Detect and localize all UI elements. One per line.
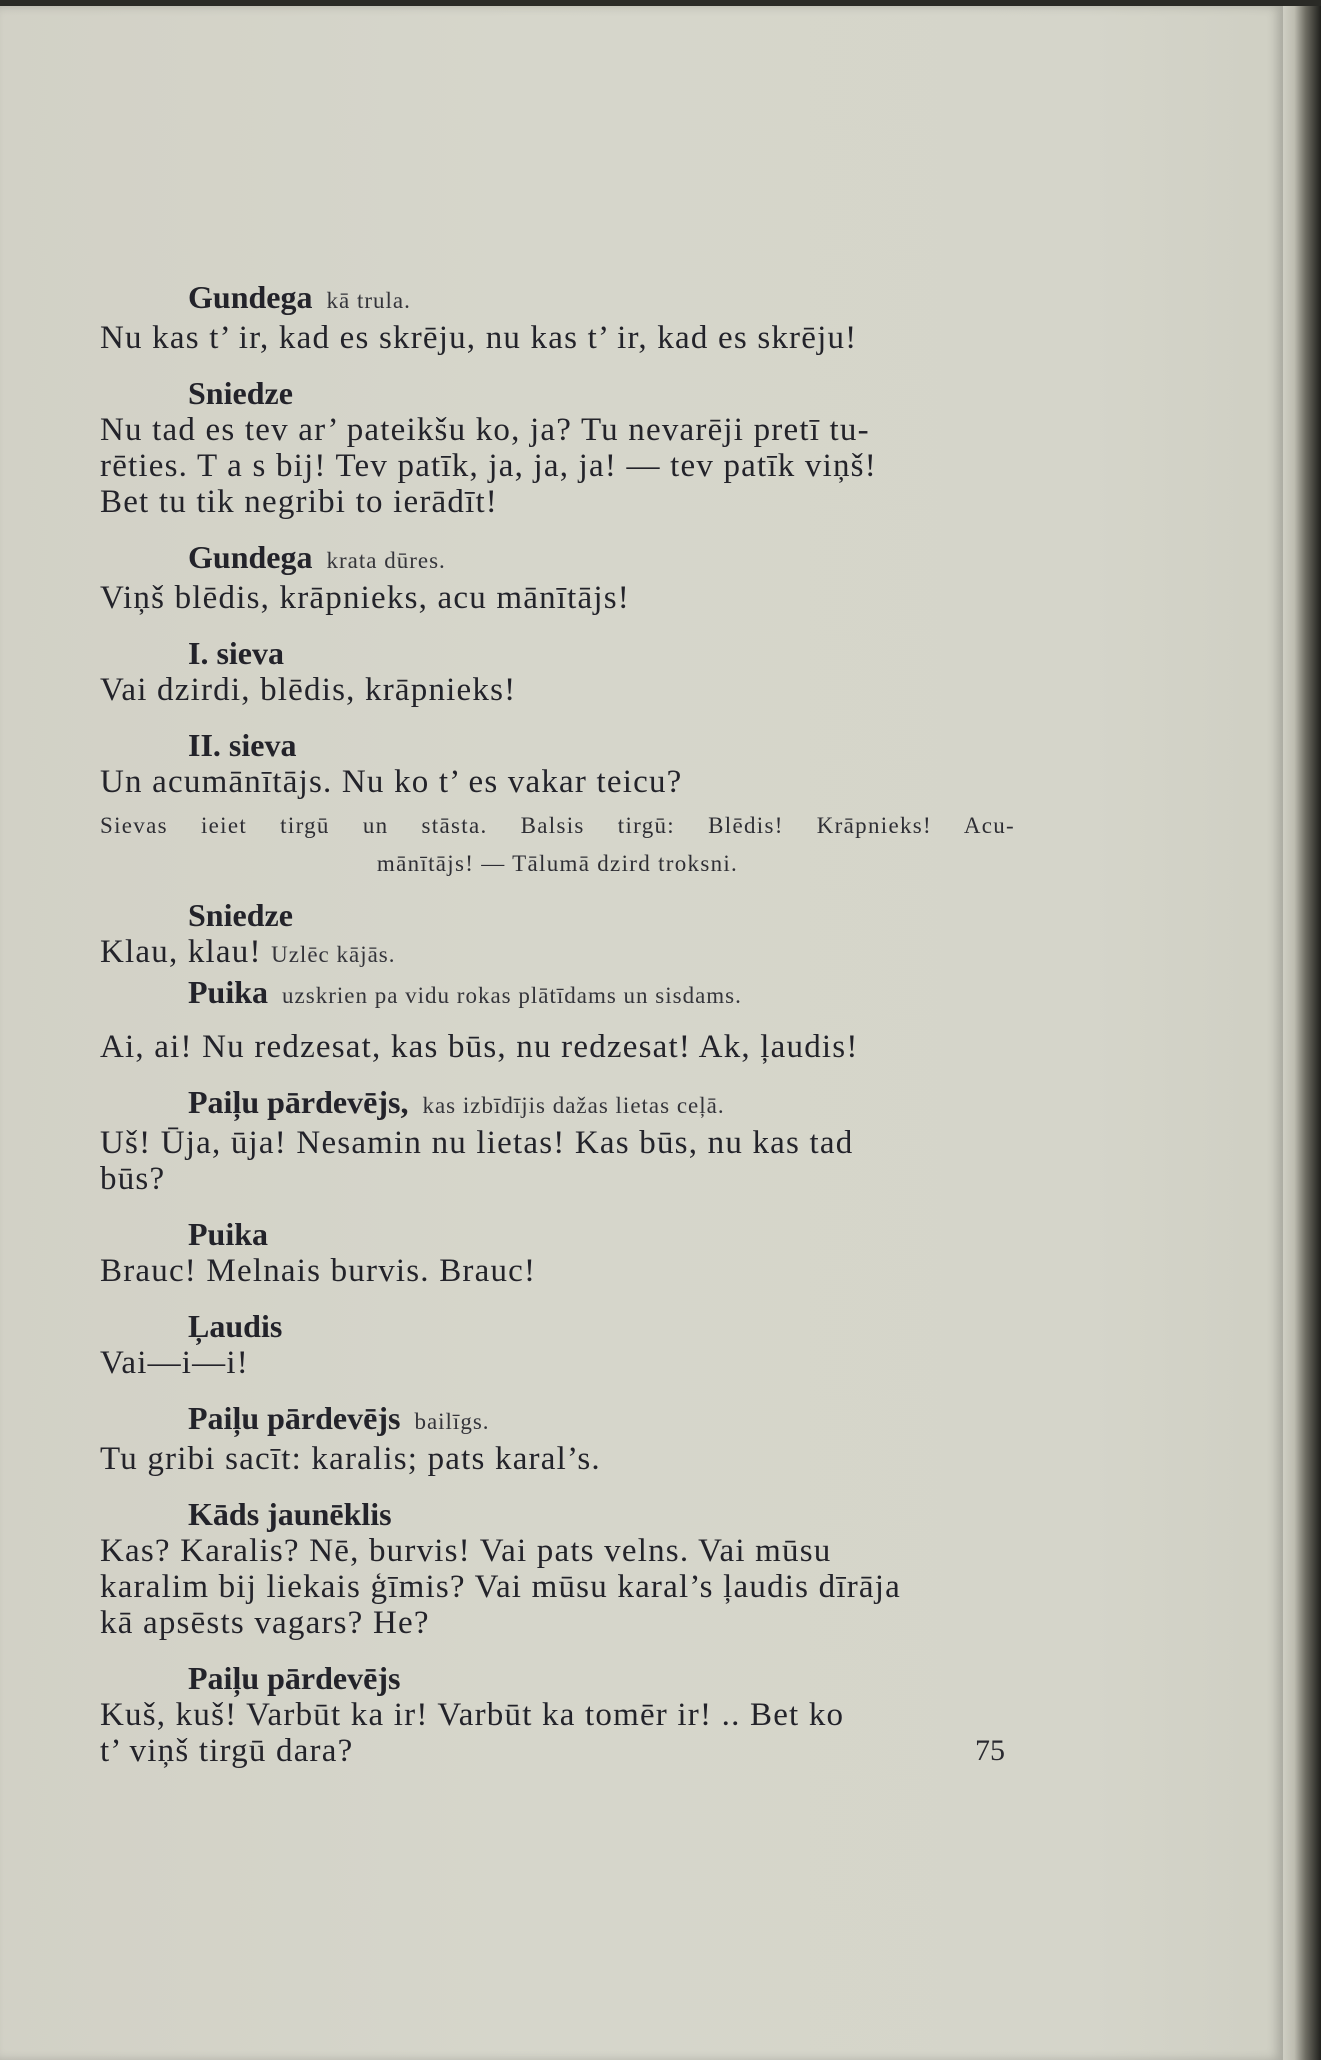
stage-direction-line: Sievas ieiet tirgū un stāsta. Balsis tirgū: Blēdis! Krāpnieks! Acu- (100, 813, 1015, 838)
dialogue-line: Vai dzirdi, blēdis, krāpnieks! (100, 672, 517, 708)
speaker-name: Puika (188, 1216, 269, 1252)
stage-direction: bailīgs. (414, 1409, 490, 1434)
stage-direction: uzskrien pa vidu rokas plātīdams un sisdams. (282, 983, 742, 1008)
dialogue-line: Un acumānītājs. Nu ko t’ es vakar teicu? (100, 764, 683, 800)
stage-direction: Uzlēc kājās. (271, 942, 396, 967)
dialogue-line: Klau, klau! Uzlēc kājās. (100, 934, 396, 970)
page-number: 75 (975, 1734, 1005, 1767)
speaker-name: II. sieva (188, 727, 297, 763)
dialogue-line: būs? (100, 1161, 166, 1197)
stage-direction: kā trula. (326, 288, 411, 313)
dialogue-line: Uš! Ūja, ūja! Nesamin nu lietas! Kas būs, nu kas tad (100, 1125, 854, 1161)
speaker-name: Gundega kā trula. (188, 279, 411, 315)
dialogue-line: Ai, ai! Nu redzesat, kas būs, nu redzesat! Ak, ļaudis! (100, 1029, 859, 1065)
speaker-name: Gundega krata dūres. (188, 539, 446, 575)
speaker-name: Sniedze (188, 897, 293, 933)
dialogue-line: Kas? Karalis? Nē, burvis! Vai pats velns. Vai mūsu (100, 1533, 832, 1569)
speaker-name: Puika uzskrien pa vidu rokas plātīdams un sisdams. (188, 974, 742, 1010)
stage-direction-line: mānītājs! — Tālumā dzird troksni. (376, 851, 739, 876)
speaker-name: Paiļu pārdevējs bailīgs. (188, 1400, 490, 1436)
page-edge (1283, 6, 1321, 2060)
dialogue-line: Vai—i—i! (100, 1345, 249, 1381)
dialogue-line: Bet tu tik negribi to ierādīt! (100, 484, 499, 520)
book-page (0, 6, 1283, 2060)
dialogue-line: Nu kas t’ ir, kad es skrēju, nu kas t’ ir, kad es skrēju! (100, 320, 858, 356)
dialogue-line: Kuš, kuš! Varbūt ka ir! Varbūt ka tomēr ir! .. Bet ko (100, 1697, 845, 1733)
dialogue-line: Brauc! Melnais burvis. Brauc! (100, 1253, 537, 1289)
speaker-name: Sniedze (188, 375, 293, 411)
dialogue-line: karalim bij liekais ģīmis? Vai mūsu karal’s ļaudis dīrāja (100, 1569, 901, 1605)
dialogue-line: t’ viņš tirgū dara? (100, 1733, 354, 1769)
dialogue-line: rēties. T a s bij! Tev patīk, ja, ja, ja! — tev patīk viņš! (100, 448, 877, 484)
stage-direction-block (100, 804, 1015, 886)
dialogue-line: Nu tad es tev ar’ pateikšu ko, ja? Tu nevarēji pretī tu- (100, 412, 870, 448)
dialogue-line: Tu gribi sacīt: karalis; pats karal’s. (100, 1441, 601, 1477)
speaker-name: Paiļu pārdevējs (188, 1660, 401, 1696)
dialogue-line: Viņš blēdis, krāpnieks, acu mānītājs! (100, 580, 630, 616)
speaker-name: Kāds jaunēklis (188, 1496, 392, 1532)
play-text (100, 278, 1015, 1769)
speaker-name: I. sieva (188, 635, 284, 671)
stage-direction: krata dūres. (326, 548, 446, 573)
dialogue-line: kā apsēsts vagars? He? (100, 1605, 430, 1641)
stage-direction: kas izbīdījis dažas lietas ceļā. (422, 1093, 725, 1118)
speaker-name: Ļaudis (188, 1308, 283, 1344)
speaker-name: Paiļu pārdevējs, kas izbīdījis dažas lietas ceļā. (188, 1084, 725, 1120)
